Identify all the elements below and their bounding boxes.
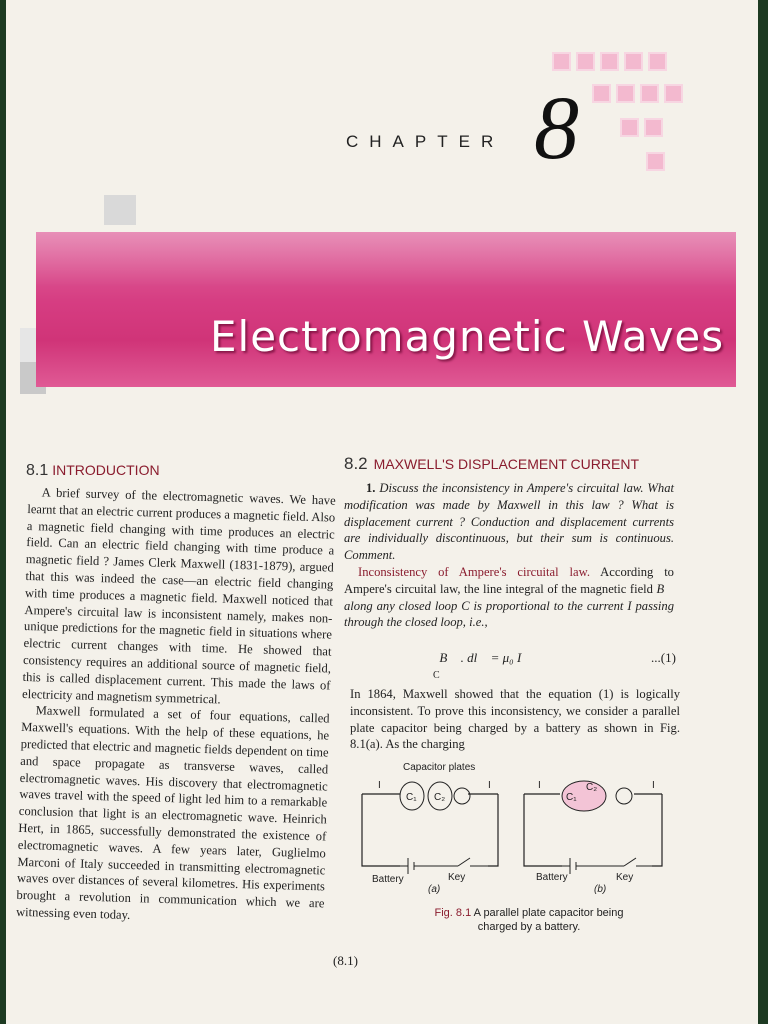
section-heading-displacement-current: 8.2 MAXWELL'S DISPLACEMENT CURRENT xyxy=(344,454,639,473)
current-label-b1: I xyxy=(538,780,541,791)
intro-paragraph-2: Maxwell formulated a set of four equations, called Maxwell's equations. With the help of these equations, he predicted that electric and magnetic fields dependent on time and space propagate as transverse waves, called electromagnetic waves. His discovery that electromagnetic waves travel with the speed of light led him to a remarkable conclusion that light is an electromagnetic wave. Heinrich Hert, in 1865, successfully demonstrated the existence of electromagnetic waves. A few years later, Guglielmo Marconi of Italy succeeded in transmitting electromagnetic waves over distances of several kilometres. His experiments brought a revolution in communication which we are witnessing even today. xyxy=(15,703,330,922)
ampere-equation: ∮ B⃗ . dl⃗ = μ₀ I xyxy=(426,650,522,665)
c2-label-b: C₂ xyxy=(586,782,598,793)
chapter-title-banner xyxy=(36,232,736,387)
section-heading-introduction: 8.1 INTRODUCTION xyxy=(26,462,160,479)
question-1: 1. Discuss the inconsistency in Ampere's circuital law. What modification was made by Maxwell in this law ? What is displacement current ? Conduction and displacement currents are individually discontinuous, but their sum is continuous. Comment. xyxy=(344,481,674,563)
current-label-a1: I xyxy=(378,780,381,791)
equation-number: ...(1) xyxy=(651,650,676,665)
c1-label-b: C₁ xyxy=(566,792,577,803)
key-label-a: Key xyxy=(448,872,466,883)
textbook-page xyxy=(6,0,758,1024)
subfigure-b: (b) xyxy=(594,884,607,895)
battery-label-a: Battery xyxy=(372,874,404,885)
battery-label-b: Battery xyxy=(536,872,568,883)
equation-subscript: C xyxy=(433,670,440,681)
c2-label-a: C₂ xyxy=(434,792,446,803)
inconsistency-paragraph: In 1864, Maxwell showed that the equation (1) is logically inconsistent. To prove this inconsistency, we consider a parallel plate capacitor being charged by a battery as shown in Fig. 8.1(a). As the charging xyxy=(350,687,680,752)
key-label-b: Key xyxy=(616,872,634,883)
displacement-current-text xyxy=(344,480,674,631)
chapter-number: 8 xyxy=(534,79,579,178)
capacitor-circuit-diagram xyxy=(348,756,688,896)
circuit-a xyxy=(362,780,498,895)
current-label-b2: I xyxy=(652,780,655,791)
subfigure-a: (a) xyxy=(428,884,441,895)
page-number: (8.1) xyxy=(333,953,358,968)
capacitor-plates-label: Capacitor plates xyxy=(403,762,476,773)
ampere-paragraph: Inconsistency of Ampere's circuital law. According to Ampere's circuital law, the line integral of the magnetic field B⃗ along any closed loop C is proportional to the current I passing through the closed loop, i.e., xyxy=(344,564,674,630)
c1-label-a: C₁ xyxy=(406,792,417,803)
figure-caption: Fig. 8.1 A parallel plate capacitor being charged by a battery. xyxy=(434,907,624,933)
chapter-word: CHAPTER xyxy=(346,132,505,151)
circuit-b xyxy=(524,780,662,895)
current-label-a2: I xyxy=(488,780,491,791)
intro-paragraph-1: A brief survey of the electromagnetic waves. We have learnt that an electric current produces a magnetic field. Also a magnetic field changing with time produces an electric field. Can an electric field changing with time produce a magnetic field ? James Clerk Maxwell (1831-1879), argued that this was indeed the case—an electric field changing with time produces a magnetic field. Maxwell noticed that Ampere's circuital law is inconsistent namely, makes non-unique predictions for the magnetic field in situations where electric current changes with time. He showed that consistency requires an additional source of magnetic field, this is called displacement current. This made the laws of electricity and magnetism symmetrical. xyxy=(21,485,336,707)
introduction-text xyxy=(16,484,336,929)
chapter-title: Electromagnetic Waves xyxy=(210,312,725,361)
